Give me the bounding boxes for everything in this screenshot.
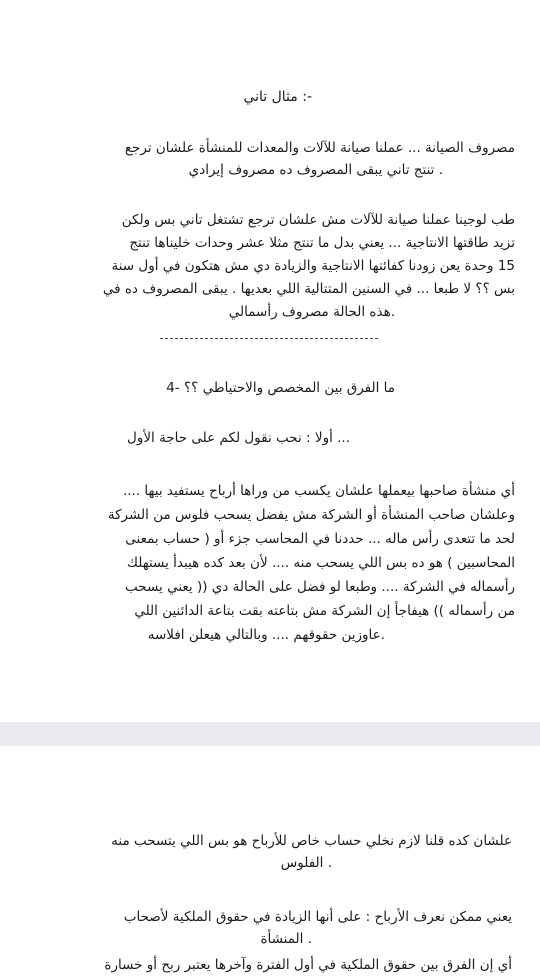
text-line: مصروف الصيانة ... عملنا صيانة للآلات والمعدات للمنشأة علشان ترجع: [124, 140, 515, 156]
text-line: 15 وحدة يعن زودنا كفائتها الانتاجية والزيادة دي مش هتكون في أول سنة: [111, 258, 515, 274]
cut-off-text-line: أي إن الفرق بين حقوق الملكية في أول الفترة وآخرها يعتبر ربح أو خسارة: [104, 957, 512, 973]
text-line: . الفلوس: [280, 855, 332, 871]
text-line: .عاوزين حقوقهم .... وبالتالي هيعلن افلاسه: [147, 627, 385, 643]
document-page-2: [0, 746, 540, 973]
text-line: . المنشأة: [260, 931, 312, 947]
text-line: بس ؟؟ لا طبعا ... في السنين المتتالية اللي بعديها . يبقى المصروف ده في: [102, 281, 515, 297]
maintenance-expense-paragraph: [125, 137, 515, 181]
page-separator: [0, 722, 540, 746]
profit-account-paragraph: [111, 830, 512, 874]
text-line: رأسماله في الشركة .... وطبعا لو فضل على الحالة دي (( يعني يسحب: [125, 579, 515, 595]
example-heading: -: مثال تاني: [243, 89, 312, 105]
text-line: طب لوجينا عملنا صيانة للآلات مش علشان ترجع تشتغل تاني بس ولكن: [121, 212, 515, 228]
text-line: تزيد طاقتها الانتاجية ... يعني بدل ما تنتج مثلا عشر وحدات خليناها تنتج: [129, 235, 515, 251]
text-line: . تنتج تاني يبقى المصروف ده مصروف إيرادي: [188, 162, 443, 178]
first-point-text: ... أولا : نحب نقول لكم على حاجة الأول: [127, 430, 350, 446]
question-heading: ما الفرق بين المخصص والاحتياطي ؟؟ -4: [166, 380, 395, 396]
capital-expense-paragraph: [103, 209, 515, 324]
dashed-divider: [160, 338, 378, 339]
text-line: علشان كده قلنا لازم نخلي حساب خاص للأرباح هو بس اللي يتسحب منه: [111, 833, 512, 849]
text-line: يعني ممكن نعرف الأرباح : على أنها الزيادة في حقوق الملكية لأصحاب: [123, 909, 512, 925]
text-line: وعلشان صاحب المنشأة أو الشركة مش يفضل يسحب فلوس من الشركة: [107, 507, 515, 523]
text-line: لحد ما تتعدى رأس ماله ... حددنا في المحاسب جزء أو ( حساب بمعنى: [125, 531, 515, 547]
text-line: .هذه الحالة مصروف رأسمالي: [228, 304, 395, 320]
text-line: المحاسبين ) هو ده بس اللي يسحب منه .... لأن بعد كده هيبدأ يستهلك: [126, 555, 515, 571]
text-line: من رأسماله )) هيفاجأ إن الشركة مش بتاعته بقت بتاعة الدائنين اللي: [134, 603, 515, 619]
text-line: أي منشأة صاحبها بيعملها علشان يكسب من وراها أرباح يستفيد بيها ....: [122, 483, 515, 499]
profit-definition-paragraph: [124, 906, 512, 950]
explanation-paragraph: [108, 479, 515, 647]
